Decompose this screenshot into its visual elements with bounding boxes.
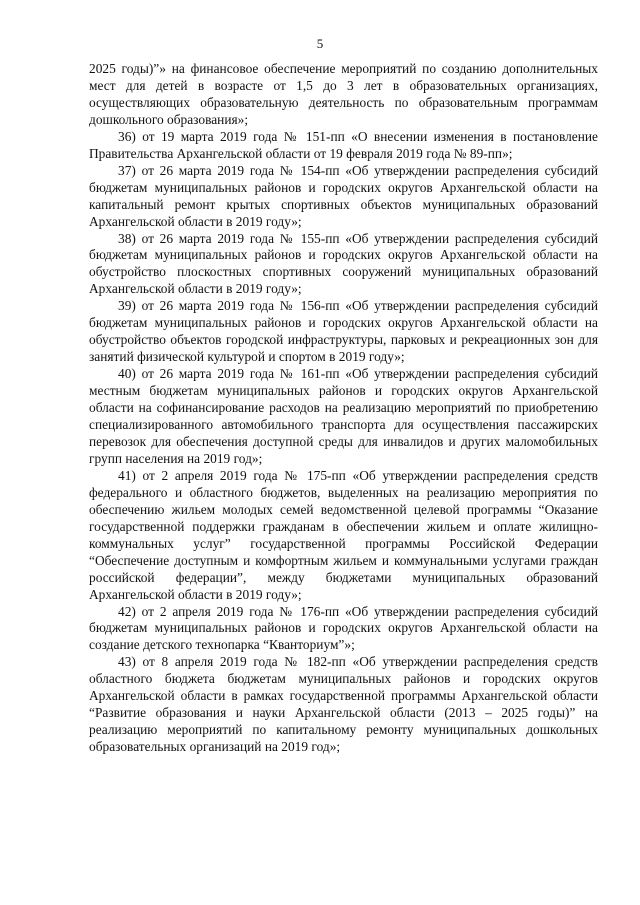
list-item-43: 43) от 8 апреля 2019 года № 182-пп «Об утверждении распределения средств областного бюджета бюджетам муниципальных районов и городских округов Архангельской области в рамках государственной программы Архангельской области “Развитие образования и науки Архангельской области (2013 – 2025 годы)” на реализацию мероприятий по капитальному ремонту муниципальных дошкольных образовательных организаций на 2019 год»; [89,654,598,755]
list-item-41: 41) от 2 апреля 2019 года № 175-пп «Об утверждении распределения средств федерального и областного бюджетов, выделенных на реализацию мероприятия по обеспечению жильем молодых семей ведомственной целевой программы “Оказание государственной поддержки гражданам в обеспечении жильем и оплате жилищно-коммунальных услуг” государственной программы Российской Федерации “Обеспечение доступным и комфортным жильем и коммунальными услугами граждан российской федерации”, между бюджетами муниципальных образований Архангельской области в 2019 году»; [89,467,598,602]
paragraph-continuation: 2025 годы)”» на финансовое обеспечение мероприятий по созданию дополнительных мест для детей в возрасте от 1,5 до 3 лет в образовательных организациях, осуществляющих образовательную деятельность по образовательным программам дошкольного образования»; [89,61,598,127]
list-item-42: 42) от 2 апреля 2019 года № 176-пп «Об утверждении распределения субсидий бюджетам муниципальных районов и городских округов Архангельской области на создание детского технопарка “Кванториум”»; [89,603,598,653]
list-item-37: 37) от 26 марта 2019 года № 154-пп «Об утверждении распределения субсидий бюджетам муниципальных районов и городских округов Архангельской области на капитальный ремонт крытых спортивных объектов муниципальных образований Архангельской области в 2019 году»; [89,162,598,229]
document-body [89,61,598,756]
list-item-38: 38) от 26 марта 2019 года № 155-пп «Об утверждении распределения субсидий бюджетам муниципальных районов и городских округов Архангельской области на обустройство плоскостных спортивных сооружений муниципальных образований Архангельской области в 2019 году»; [89,230,598,297]
page-number: 5 [316,36,324,51]
list-item-36: 36) от 19 марта 2019 года № 151-пп «О внесении изменения в постановление Правительства Архангельской области от 19 февраля 2019 года № 89-пп»; [89,128,598,161]
list-item-40: 40) от 26 марта 2019 года № 161-пп «Об утверждении распределения субсидий местным бюджетам муниципальных районов и городских округов Архангельской области на софинансирование расходов на реализацию мероприятий по приобретению специализированного автомобильного транспорта для осуществления пассажирских перевозок для обеспечения доступной среды для инвалидов и других маломобильных групп населения на 2019 год»; [89,366,598,466]
list-item-39: 39) от 26 марта 2019 года № 156-пп «Об утверждении распределения субсидий бюджетам муниципальных районов и городских округов Архангельской области на обустройство объектов городской инфраструктуры, парковых и рекреационных зон для занятий физической культурой и спортом в 2019 году»; [89,298,598,365]
